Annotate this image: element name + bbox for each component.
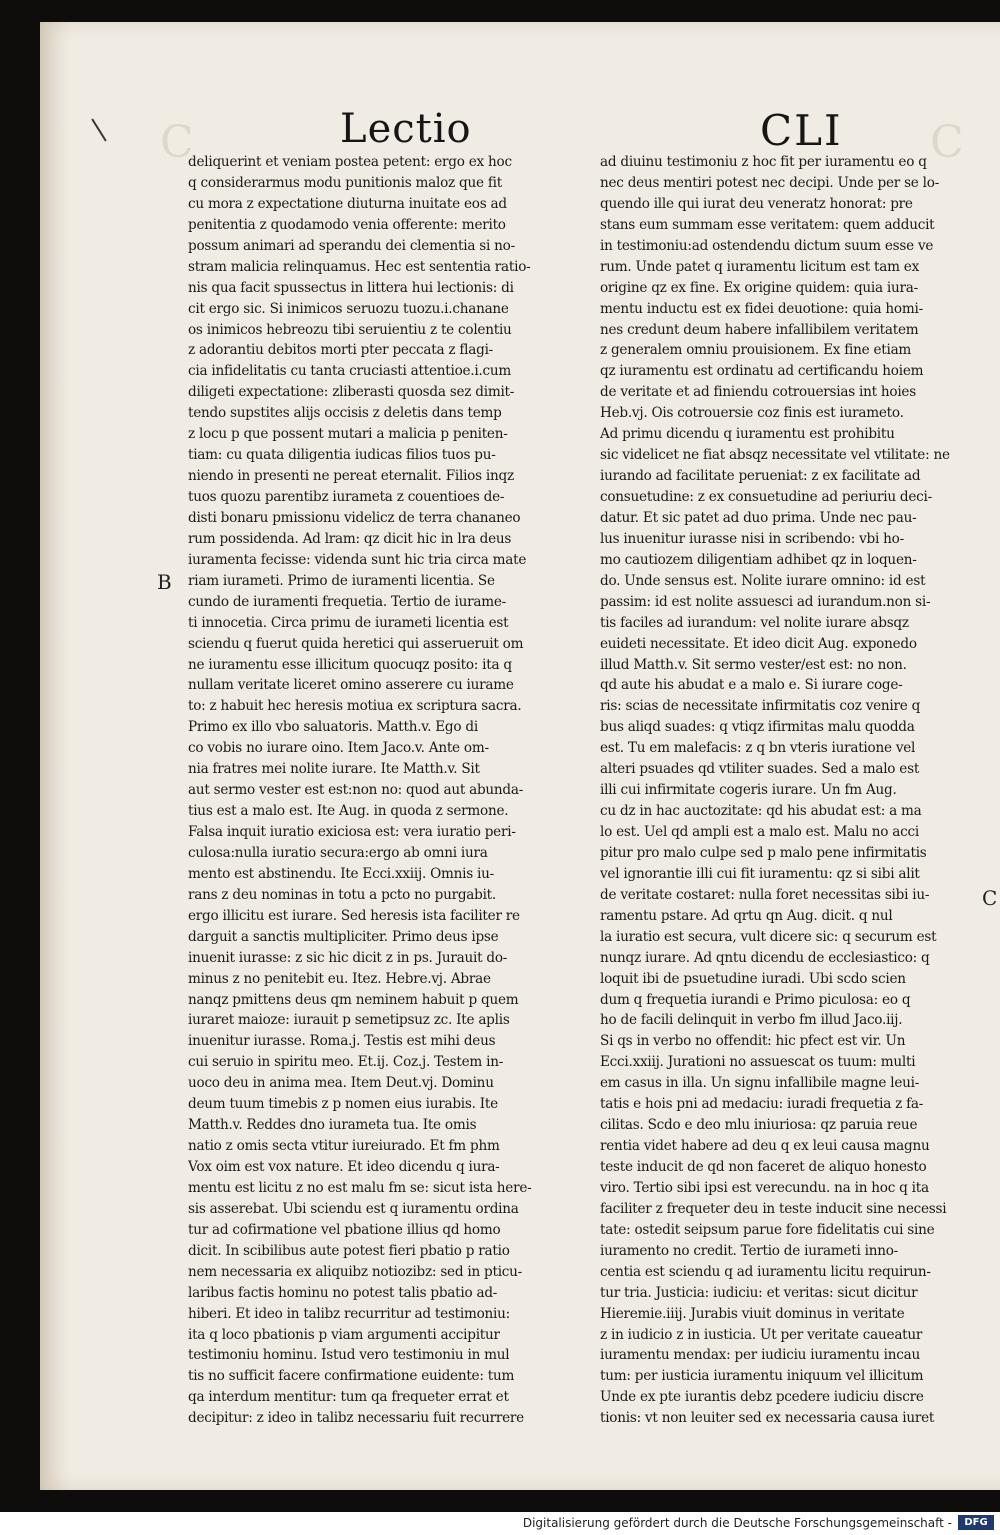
margin-pen-mark <box>91 118 106 141</box>
text-line: aut sermo vester est est:non no: quod aut abunda- <box>188 782 524 799</box>
text-line: Unde ex pte iurantis debz pcedere iudiciu discre <box>600 1389 924 1406</box>
text-line: nis qua facit spussectus in littera hui lectionis: di <box>188 279 514 296</box>
text-line: cit ergo sic. Si inimicos seruozu tuozu.i.chanane <box>188 300 509 317</box>
funding-notice: Digitalisierung gefördert durch die Deutsche Forschungsgemeinschaft - <box>522 1516 952 1530</box>
text-line: diligeti expectatione: zliberasti quosda sez dimit- <box>188 384 515 401</box>
text-line: lus inuenitur iurasse nisi in scribendo: vbi ho- <box>600 530 904 547</box>
text-line: tur ad cofirmatione vel pbatione illius qd homo <box>188 1221 501 1238</box>
text-line: Ad primu dicendu q iuramentu est prohibitu <box>600 426 895 443</box>
text-line: tatis e hois pni ad medaciu: iuradi frequetia z fa- <box>600 1096 924 1113</box>
text-line: tate: ostedit seipsum parue fore fidelitatis cui sine <box>600 1221 935 1238</box>
bleed-through-left: C <box>160 117 196 168</box>
text-line: est. Tu em malefacis: z q bn vteris iuratione vel <box>600 740 916 757</box>
text-line: nem necessaria ex aliquibz notiozibz: sed in pticu- <box>188 1263 523 1280</box>
text-line: datur. Et sic patet ad duo prima. Unde nec pau- <box>600 509 917 526</box>
text-line: hiberi. Et ideo in talibz recurritur ad testimoniu: <box>188 1305 510 1322</box>
text-line: darguit a sanctis multipliciter. Primo deus ipse <box>188 928 499 945</box>
text-line: tionis: vt non leuiter sed ex necessaria causa iuret <box>600 1410 935 1427</box>
text-line: cundo de iuramenti frequetia. Tertio de iurame- <box>188 593 506 610</box>
text-line: mentu inductu est ex fidei deuotione: quia homi- <box>600 300 923 317</box>
text-line: laribus factis hominu no potest talis pbatio ad- <box>188 1284 498 1301</box>
text-line: penitentia z quodamodo venia offerente: merito <box>188 216 506 233</box>
text-line: de veritate costaret: nulla foret necessitas sibi iu- <box>600 886 930 903</box>
text-line: centia est sciendu q ad iuramentu licitu requirun- <box>600 1263 931 1280</box>
text-line: ris: scias de necessitate infirmitatis coz venire q <box>600 698 921 715</box>
text-line: iuramento no credit. Tertio de iurameti inno- <box>600 1242 899 1259</box>
text-line: sis asserebat. Ubi sciendu est q iuramentu ordina <box>188 1200 519 1217</box>
text-line: em casus in illa. Un signu infallibile magne leui- <box>600 1075 920 1092</box>
text-line: qa interdum mentitur: tum qa frequeter errat et <box>188 1389 509 1406</box>
text-line: nia fratres mei nolite iurare. Ite Matth.v. Sit <box>188 761 480 778</box>
footer-bar <box>0 1512 1000 1535</box>
text-line: deliquerint et veniam postea petent: ergo ex hoc <box>188 154 512 170</box>
text-line: ita q loco pbationis p viam argumenti accipitur <box>188 1326 500 1343</box>
text-line: culosa:nulla iuratio secura:ergo ab omni iura <box>188 844 488 861</box>
text-line: loquit ibi de psuetudine iuradi. Ubi scdo scien <box>600 970 906 987</box>
text-line: nullam veritate liceret omino asserere cu iurame <box>188 677 514 694</box>
text-line: lo est. Uel qd ampli est a malo est. Malu no acci <box>600 824 919 840</box>
text-line: iuraret maioze: iurauit p semetipsuz zc. Ite aplis <box>188 1012 510 1029</box>
text-line: la iuratio est secura, vult dicere sic: q securum est <box>600 928 937 945</box>
text-line: ne iuramentu esse illicitum quocuqz posito: ita q <box>188 656 512 673</box>
text-column-right <box>600 152 978 1429</box>
text-line: bus aliqd suades: q vtiqz ifirmitas malu quodda <box>600 719 915 736</box>
text-line: riam iurameti. Primo de iuramenti licentia. Se <box>188 572 495 589</box>
text-line: dicit. In scibilibus aute potest fieri pbatio p ratio <box>188 1242 510 1259</box>
text-line: consuetudine: z ex consuetudine ad periuriu deci- <box>600 489 932 505</box>
running-head-right: CLI <box>760 106 843 155</box>
text-line: passim: id est nolite assuesci ad iurandum.non si- <box>600 593 931 610</box>
text-line: z adorantiu debitos morti pter peccata z flagi- <box>188 342 494 359</box>
text-line: minus z no penitebit eu. Itez. Hebre.vj. Abrae <box>188 970 491 987</box>
text-line: mentu est licitu z no est malu fm se: sicut ista here- <box>188 1179 532 1196</box>
text-line: deum tuum timebis z p nomen eius iurabis. Ite <box>188 1096 498 1113</box>
text-line: z locu p que possent mutari a malicia p peniten- <box>188 426 508 443</box>
text-line: cilitas. Scdo e deo mlu iniuriosa: qz paruia reue <box>600 1117 918 1134</box>
text-line: q considerarmus modu punitionis maloz que fit <box>188 174 502 191</box>
text-line: cu mora z expectatione diuturna inuitate eos ad <box>188 195 507 212</box>
text-line: ergo illicitu est iurare. Sed heresis ista faciliter re <box>188 907 520 924</box>
text-line: pitur pro malo culpe sed p malo pene infirmitatis <box>600 844 927 861</box>
text-line: Si qs in verbo no offendit: hic pfect est vir. Un <box>600 1033 906 1050</box>
text-line: cia infidelitatis cu tanta cruciasti attentioe.i.cum <box>188 363 512 380</box>
dfg-logo: DFG <box>958 1515 994 1530</box>
text-line: possum animari ad sperandu dei clementia si no- <box>188 237 515 254</box>
text-column-left <box>188 152 572 1429</box>
text-line: disti bonaru pmissionu videlicz de terra chananeo <box>188 509 521 526</box>
bleed-through-right: C <box>930 117 966 168</box>
text-line: rum. Unde patet q iuramentu licitum est tam ex <box>600 258 919 275</box>
text-line: nanqz pmittens deus qm neminem habuit p quem <box>188 991 519 1008</box>
text-line: sciendu q fuerut quida heretici qui asserueruit om <box>188 635 524 652</box>
text-line: illi cui infirmitate cogeris iurare. Un fm Aug. <box>600 782 897 799</box>
text-line: uoco deu in anima mea. Item Deut.vj. Dominu <box>188 1075 494 1092</box>
text-line: rentia videt habere ad deu q ex leui causa magnu <box>600 1138 930 1155</box>
text-line: iuramentu mendax: per iudiciu iuramentu incau <box>600 1347 921 1364</box>
text-line: tis no sufficit facere confirmatione euidente: tum <box>188 1368 515 1385</box>
text-line: quendo ille qui iurat deu veneratz honorat: pre <box>600 195 913 212</box>
text-line: stans eum summam esse veritatem: quem adducit <box>600 216 935 233</box>
text-line: testimoniu hominu. Istud vero testimoniu in mul <box>188 1347 510 1364</box>
text-line: natio z omis secta vtitur iureiurado. Et fm phm <box>188 1138 500 1155</box>
text-line: in testimoniu:ad ostendendu dictum suum esse ve <box>600 237 934 254</box>
text-line: do. Unde sensus est. Nolite iurare omnino: id est <box>600 572 926 589</box>
text-line: tis faciles ad iurandum: vel nolite iurare absqz <box>600 614 909 631</box>
text-line: tendo supstites alijs occisis z deletis dans temp <box>188 405 502 422</box>
text-line: teste inducit de qd non faceret de aliquo honesto <box>600 1159 927 1175</box>
running-head-left: Lectio <box>340 106 472 152</box>
text-line: nec deus mentiri potest nec decipi. Unde per se lo- <box>600 174 940 191</box>
text-line: nunqz iurare. Ad qntu dicendu de ecclesiastico: q <box>600 949 930 966</box>
text-line: Vox oim est vox nature. Et ideo dicendu q iura- <box>188 1159 500 1175</box>
text-line: Primo ex illo vbo saluatoris. Matth.v. Ego di <box>188 719 478 736</box>
text-line: co vobis no iurare oino. Item Jaco.v. Ante om- <box>188 740 489 757</box>
text-line: origine qz ex fine. Ex origine quidem: quia iura- <box>600 279 918 296</box>
text-line: Heb.vj. Ois cotrouersie coz finis est iurameto. <box>600 405 904 422</box>
text-line: sic videlicet ne fiat absqz necessitate vel vtilitate: ne <box>600 447 950 464</box>
margin-note-right: C <box>982 886 998 910</box>
text-line: tuos quozu parentibz iurameta z couentioes de- <box>188 489 505 505</box>
text-line: mo cautiozem diligentiam adhibet qz in loquen- <box>600 551 917 568</box>
text-line: viro. Tertio sibi ipsi est verecundu. na in hoc q ita <box>600 1179 929 1196</box>
text-line: ho de facili delinquit in verbo fm illud Jaco.iij. <box>600 1012 903 1029</box>
margin-note-left: B <box>157 570 172 594</box>
text-line: qz iuramentu est ordinatu ad certificandu hoiem <box>600 363 924 380</box>
text-line: inuenit iurasse: z sic hic dicit z in ps. Jurauit do- <box>188 949 508 966</box>
text-line: iurando ad facilitate perueniat: z ex facilitate ad <box>600 468 921 485</box>
text-line: decipitur: z ideo in talibz necessariu fuit recurrere <box>188 1410 524 1427</box>
text-line: faciliter z frequeter deu in teste inducit sine necessi <box>600 1200 947 1217</box>
text-line: Hieremie.iiij. Jurabis viuit dominus in veritate <box>600 1305 905 1322</box>
text-line: vel ignorantie illi cui fit iuramentu: qz si sibi alit <box>600 865 920 882</box>
text-line: qd aute his abudat e a malo e. Si iurare coge- <box>600 677 903 694</box>
text-line: Ecci.xxiij. Jurationi no assuescat os tuum: multi <box>600 1054 916 1071</box>
text-line: nes credunt deum habere infallibilem veritatem <box>600 321 919 338</box>
text-line: ti innocetia. Circa primu de iurameti licentia est <box>188 614 509 631</box>
text-line: rum possidenda. Ad lram: qz dicit hic in lra deus <box>188 530 512 547</box>
text-line: dum q frequetia iurandi e Primo piculosa: eo q <box>600 991 911 1008</box>
text-line: tius est a malo est. Ite Aug. in quoda z sermone. <box>188 803 509 820</box>
text-line: ramentu pstare. Ad qrtu qn Aug. dicit. q nul <box>600 907 893 924</box>
text-line: iuramenta fecisse: videnda sunt hic tria circa mate <box>188 551 527 568</box>
text-line: illud Matth.v. Sit sermo vester/est est: no non. <box>600 656 907 673</box>
text-line: alteri psuades qd vtiliter suades. Sed a malo est <box>600 761 920 778</box>
text-line: mento est abstinendu. Ite Ecci.xxiij. Omnis iu- <box>188 865 494 882</box>
text-line: cu dz in hac auctozitate: qd his abudat est: a ma <box>600 803 922 820</box>
text-line: stram malicia relinquamus. Hec est sententia ratio- <box>188 258 531 275</box>
text-line: de veritate et ad finiendu cotrouersias int hoies <box>600 384 916 401</box>
text-line: z in iudicio z in iusticia. Ut per veritate caueatur <box>600 1326 923 1343</box>
text-line: euideti necessitate. Et ideo dicit Aug. exponedo <box>600 635 917 652</box>
text-line: rans z deu nominas in totu a pcto no purgabit. <box>188 886 496 903</box>
text-line: niendo in presenti ne pereat eternalit. Filios inqz <box>188 468 514 485</box>
text-line: Matth.v. Reddes dno iurameta tua. Ite omis <box>188 1117 477 1134</box>
text-line: tiam: cu quata diligentia iudicas filios tuos pu- <box>188 447 496 464</box>
text-line: z generalem omniu prouisionem. Ex fine etiam <box>600 342 912 359</box>
text-line: Falsa inquit iuratio exiciosa est: vera iuratio peri- <box>188 824 516 840</box>
text-line: tur tria. Justicia: iudiciu: et veritas: sicut dicitur <box>600 1284 918 1301</box>
text-line: os inimicos hebreozu tibi seruientiu z te colentiu <box>188 321 512 338</box>
text-line: tum: per iusticia iuramentu iniquum vel illicitum <box>600 1368 924 1385</box>
text-line: to: z habuit hec heresis motiua ex scriptura sacra. <box>188 698 522 715</box>
text-line: cui seruio in spiritu meo. Et.ij. Coz.j. Testem in- <box>188 1054 504 1071</box>
text-line: ad diuinu testimoniu z hoc fit per iuramentu eo q <box>600 154 927 170</box>
text-line: inuenitur iurasse. Roma.j. Testis est mihi deus <box>188 1033 496 1050</box>
